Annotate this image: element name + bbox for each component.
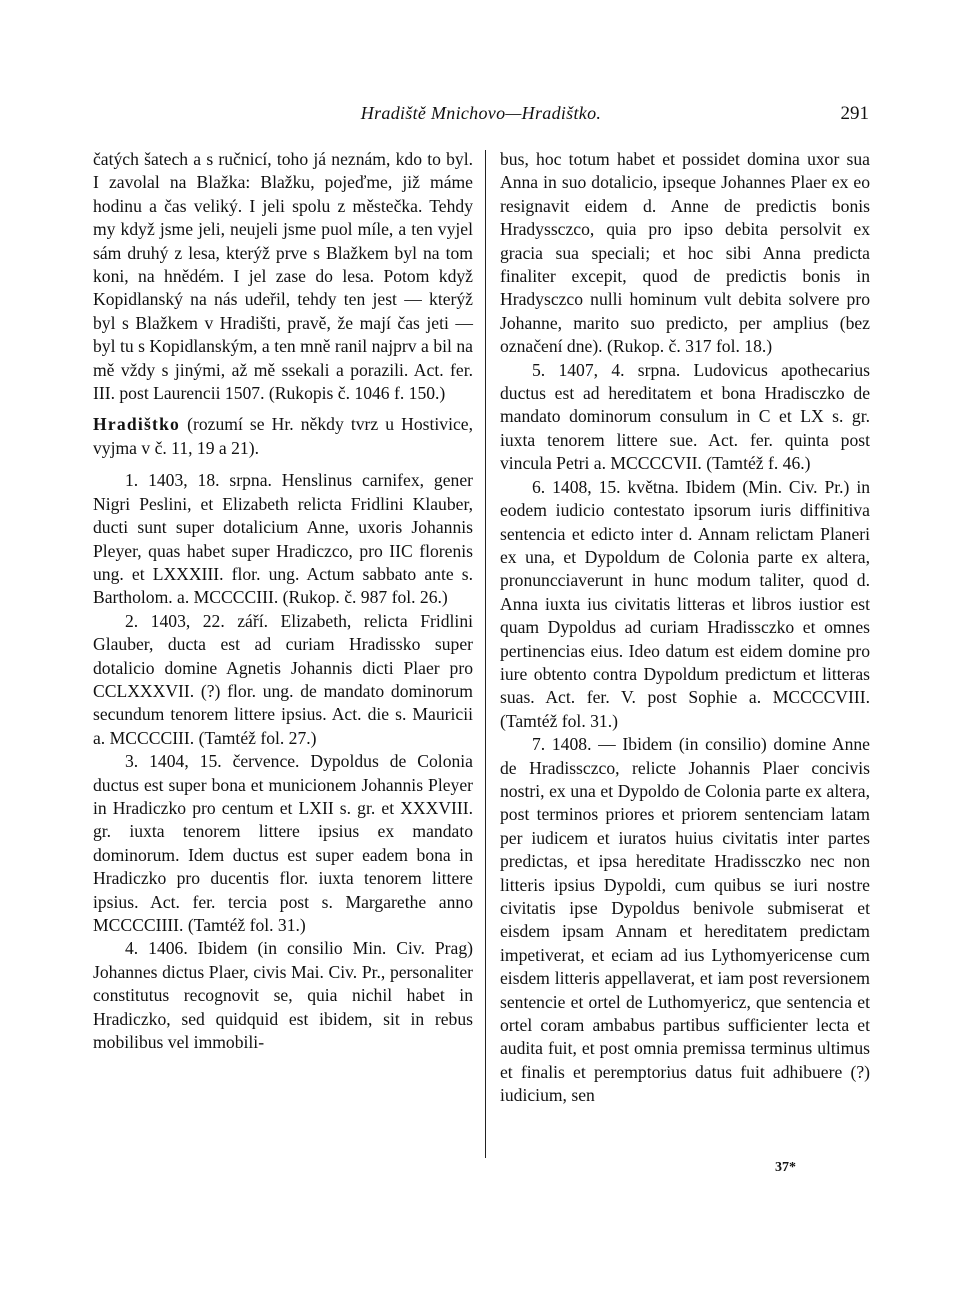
page-number: 291 bbox=[840, 103, 869, 124]
entry-6: 6. 1408, 15. května. Ibidem (Min. Civ. Pr.) in eodem iudicio contestato ipsorum iuris diffinitiva sentencia et edicto inter d. Annam relictam Planeri ex una, et Dypoldum de Colonia parte ex altera, pronuncciaverunt in hunc modum taliter, quod d. Anna iuxta ius civitatis litteras et libros iustior est quam Dypoldus ad curiam Hradissczko et omnes pertinencias eius. Ideo datum est eidem domine pro iure obtento contra Dypoldum predictum et litteras suas. Act. fer. V. post Sophie a. MCCCCVIII. (Tamtéž fol. 31.) bbox=[500, 476, 870, 731]
entry-4: 4. 1406. Ibidem (in consilio Min. Civ. Prag) Johannes dictus Plaer, civis Mai. Civ. Pr., personaliter constitutus recognovit se, quia nichil habet in Hradiczko, sed quidquid est ibidem, sit in rebus mobilibus vel immobili- bbox=[93, 938, 473, 1053]
intro-paragraph: čatých šatech a s ručnicí, toho já neznám, kdo to byl. I zavolal na Blažka: Blažku, pojeďme, již máme hodinu a čas veliký. I jeli spolu z městečka. Tehdy my když jsme jeli, neujeli jsme puol míle, a ten vyjel sám druhý z lesa, kterýž prve s Blažkem byl na tom koni, na hnědém. I jel zase do lesa. Potom když Kopidlanský na nás udeřil, tehdy ten jest — kterýž byl s Blažkem v Hradišti, pravě, že mají čas jeti — byl tu s Kopidlanským, a ten mně ranil najprv a bil na mě vždy s jinými, až mě ssekali a porazili. Act. fer. III. post Laurencii 1507. (Rukopis č. 1046 f. 150.) bbox=[93, 149, 473, 404]
column-divider bbox=[485, 150, 486, 1158]
signature-mark: 37* bbox=[775, 1160, 796, 1175]
entry-1: 1. 1403, 18. srpna. Henslinus carnifex, gener Nigri Peslini, et Elizabeth relicta Fridlini Klauber, ducti sunt super dotalicium Anne, uxoris Johannis Pleyer, quas habet super Hradiczco, pro IIC florenis ung. et LXXXIII. flor. ung. Actum sabbato ante s. Bartholom. a. MCCCCIII. (Rukop. č. 987 fol. 26.) bbox=[93, 470, 473, 608]
right-column bbox=[500, 148, 870, 1108]
entry-5: 5. 1407, 4. srpna. Ludovicus apothecarius ductus est ad hereditatem et bona Hradisczko de mandato dominorum consulum in C et LX s. gr. iuxta tenorem littere sue. Act. fer. quinta post vincula Petri a. MCCCCVII. (Tamtéž f. 46.) bbox=[500, 359, 870, 474]
running-title: Hradiště Mnichovo—Hradištko. bbox=[360, 103, 602, 123]
entry-7: 7. 1408. — Ibidem (in consilio) domine Anne de Hradissczco, relicte Johannis Plaer concivis nostri, ex una et Dypoldo de Colonia parte ex altera, post terminos priores et priorem sentenciam latam per iudicem et iuratos huius civitatis inter partes predictas, et ipsa hereditate Hradissczko nec non litteris ipsius Dypoldi, cum quibus se iuri nostre civitatis ipse Dypoldus benivole submiserat et eisdem ipsam Annam et hereditatem predictam impetiverat, et eciam ad ius Lythomyericense cum eisdem litteris appellaverat, et iam post reversionem sentencie et ortel de Luthomyericz, que sentencia et ortel coram ambabus partibus sufficienter lecta et audita fuit, et post omnia premissa terminus ultimus et finalis et peremptorius datus fuit adhibuere (?) iudicium, sen bbox=[500, 734, 870, 1106]
left-column bbox=[93, 148, 473, 1054]
page-header bbox=[93, 103, 869, 131]
entry-2: 2. 1403, 22. září. Elizabeth, relicta Fridlini Glauber, ducta est ad curiam Hradissko super dotalicio domine Agnetis Johannis dicti Plaer pro CCLXXXVII. (?) flor. ung. de mandato dominorum secundum tenorem littere ipsius. Act. die s. Mauricii a. MCCCCIII. (Tamtéž fol. 27.) bbox=[93, 610, 473, 748]
section-heading-word: Hradištko bbox=[93, 414, 181, 435]
section-heading-note: (rozumí se Hr. někdy tvrz u Hostivice, vyjma v č. 11, 19 a 21). bbox=[93, 414, 473, 458]
entry-3: 3. 1404, 15. července. Dypoldus de Colonia ductus est super bona et municionem Johannis Pleyer in Hradiczko pro centum et LXII s. gr. et XXXVIII. gr. iuxta tenorem littere ipsius ex mandato dominorum. Idem ductus est super eadem bona in Hradiczko pro ducentis flor. iuxta tenorem littere ipsius. Act. fer. tercia post s. Margarethe anno MCCCCIIII. (Tamtéž fol. 31.) bbox=[93, 751, 473, 935]
section-heading bbox=[93, 413, 473, 460]
continuation-paragraph: bus, hoc totum habet et possidet domina uxor sua Anna in suo dotalicio, ipseque Johannes Plaer ex eo resignavit eidem d. Anne de predictis bonis Hradyssczco, quia pro ipso debita persolvit ex gracia sua speciali; et hoc sibi Anna predicta finaliter excepit, quod de predictis bonis in Hradysczco nulli hominum vult debita solvere pro Johanne, marito suo predicto, per amplius (bez označení dne). (Rukop. č. 317 fol. 18.) bbox=[500, 149, 870, 357]
